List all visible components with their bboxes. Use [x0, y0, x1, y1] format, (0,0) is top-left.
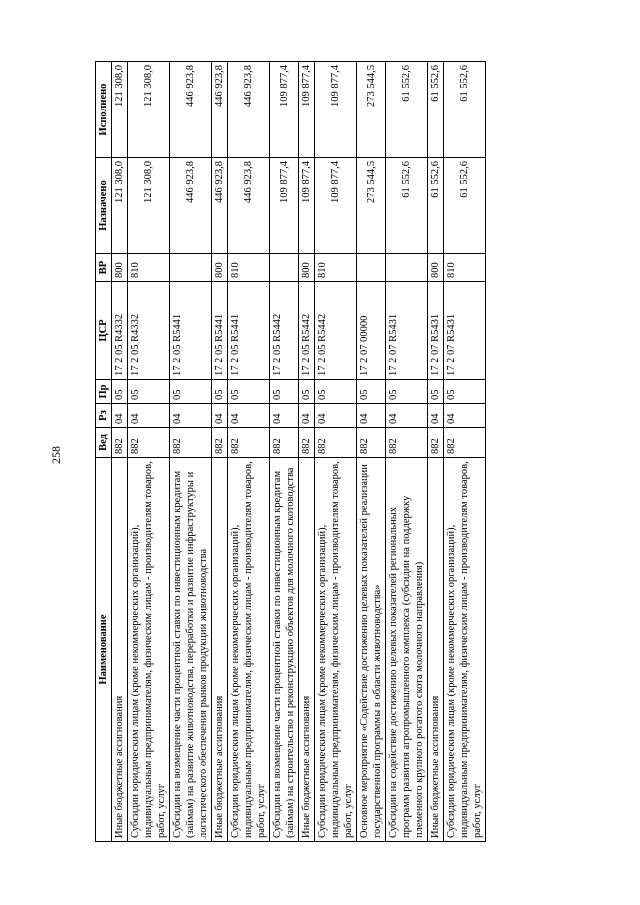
header-name: Наименование	[96, 458, 112, 842]
cell-assigned: 61 552,6	[386, 158, 428, 254]
cell-rz: 04	[212, 404, 228, 428]
cell-csr: 17 2 05 R5441	[170, 282, 212, 380]
cell-pr: 05	[270, 380, 299, 404]
cell-csr: 17 2 07 R5431	[428, 282, 444, 380]
table-row	[428, 62, 444, 842]
cell-executed: 61 552,6	[428, 62, 444, 158]
cell-vr: 810	[315, 254, 357, 282]
cell-rz: 04	[357, 404, 386, 428]
cell-pr: 05	[386, 380, 428, 404]
cell-vr	[270, 254, 299, 282]
cell-name: Иные бюджетные ассигнования	[428, 458, 444, 842]
cell-csr: 17 2 05 R4332	[128, 282, 170, 380]
table-row	[444, 62, 486, 842]
cell-csr: 17 2 05 R5441	[228, 282, 270, 380]
cell-rz: 04	[112, 404, 128, 428]
cell-pr: 05	[212, 380, 228, 404]
cell-vr	[386, 254, 428, 282]
cell-name: Субсидии на возмещение части процентной ставки по инвестиционным кредитам (займам) на строительство и реконструкцию объектов для молочного скотоводства	[270, 458, 299, 842]
cell-ved: 882	[315, 428, 357, 458]
cell-rz: 04	[299, 404, 315, 428]
cell-assigned: 109 877,4	[270, 158, 299, 254]
header-vr: ВР	[96, 254, 112, 282]
cell-vr: 800	[212, 254, 228, 282]
cell-name: Субсидии на содействие достижению целевых показателей региональных программ развития агропромышленного комплекса (субсидии на поддержку племенного крупного рогатого скота молочного направления)	[386, 458, 428, 842]
cell-name: Иные бюджетные ассигнования	[212, 458, 228, 842]
cell-executed: 61 552,6	[444, 62, 486, 158]
cell-assigned: 61 552,6	[428, 158, 444, 254]
cell-executed: 446 923,8	[212, 62, 228, 158]
cell-ved: 882	[428, 428, 444, 458]
cell-rz: 04	[386, 404, 428, 428]
cell-assigned: 446 923,8	[212, 158, 228, 254]
cell-ved: 882	[112, 428, 128, 458]
cell-assigned: 446 923,8	[170, 158, 212, 254]
cell-name: Субсидии юридическим лицам (кроме некоммерческих организаций), индивидуальным предпринимателям, физическим лицам - производителям товаров, работ, услуг	[315, 458, 357, 842]
cell-ved: 882	[357, 428, 386, 458]
cell-ved: 882	[228, 428, 270, 458]
cell-ved: 882	[170, 428, 212, 458]
table-row	[228, 62, 270, 842]
header-rz: Рз	[96, 404, 112, 428]
table-row	[170, 62, 212, 842]
cell-pr: 05	[228, 380, 270, 404]
cell-name: Иные бюджетные ассигнования	[112, 458, 128, 842]
cell-csr: 17 2 05 R5441	[212, 282, 228, 380]
cell-csr: 17 2 05 R5442	[315, 282, 357, 380]
cell-assigned: 109 877,4	[299, 158, 315, 254]
cell-name: Субсидии юридическим лицам (кроме некоммерческих организаций), индивидуальным предпринимателям, физическим лицам - производителям товаров, работ, услуг	[228, 458, 270, 842]
table-row	[299, 62, 315, 842]
cell-vr: 810	[444, 254, 486, 282]
cell-vr	[357, 254, 386, 282]
cell-name: Иные бюджетные ассигнования	[299, 458, 315, 842]
cell-assigned: 446 923,8	[228, 158, 270, 254]
cell-csr: 17 2 05 R5442	[270, 282, 299, 380]
cell-pr: 05	[112, 380, 128, 404]
cell-executed: 273 544,5	[357, 62, 386, 158]
cell-executed: 61 552,6	[386, 62, 428, 158]
cell-rz: 04	[270, 404, 299, 428]
cell-rz: 04	[228, 404, 270, 428]
cell-assigned: 273 544,5	[357, 158, 386, 254]
budget-table	[95, 61, 486, 842]
table-row	[128, 62, 170, 842]
cell-executed: 446 923,8	[228, 62, 270, 158]
table-row	[112, 62, 128, 842]
cell-executed: 109 877,4	[299, 62, 315, 158]
cell-name: Субсидии на возмещение части процентной ставки по инвестиционным кредитам (займам) на развитие животноводства, переработки и развитие инфраструктуры и логистического обеспечения рынков продукции животноводства	[170, 458, 212, 842]
cell-pr: 05	[444, 380, 486, 404]
table-row	[270, 62, 299, 842]
header-ved: Вед	[96, 428, 112, 458]
cell-name: Субсидии юридическим лицам (кроме некоммерческих организаций), индивидуальным предпринимателям, физическим лицам - производителям товаров, работ, услуг	[128, 458, 170, 842]
cell-csr: 17 2 05 R4332	[112, 282, 128, 380]
cell-assigned: 121 308,0	[128, 158, 170, 254]
cell-vr	[170, 254, 212, 282]
cell-name: Основное мероприятие «Содействие достижению целевых показателей реализации государственной программы в области животноводства»	[357, 458, 386, 842]
cell-vr: 800	[112, 254, 128, 282]
cell-rz: 04	[170, 404, 212, 428]
cell-vr: 810	[228, 254, 270, 282]
table-row	[212, 62, 228, 842]
cell-ved: 882	[444, 428, 486, 458]
cell-executed: 121 308,0	[112, 62, 128, 158]
cell-assigned: 121 308,0	[112, 158, 128, 254]
cell-csr: 17 2 05 R5442	[299, 282, 315, 380]
cell-executed: 109 877,4	[270, 62, 299, 158]
cell-ved: 882	[299, 428, 315, 458]
header-assigned: Назначено	[96, 158, 112, 254]
cell-executed: 121 308,0	[128, 62, 170, 158]
cell-ved: 882	[386, 428, 428, 458]
cell-csr: 17 2 07 R5431	[386, 282, 428, 380]
cell-csr: 17 2 07 00000	[357, 282, 386, 380]
rotated-table-container	[95, 62, 545, 842]
cell-rz: 04	[315, 404, 357, 428]
cell-ved: 882	[128, 428, 170, 458]
cell-pr: 05	[428, 380, 444, 404]
cell-assigned: 61 552,6	[444, 158, 486, 254]
cell-pr: 05	[128, 380, 170, 404]
cell-vr: 800	[428, 254, 444, 282]
cell-rz: 04	[428, 404, 444, 428]
cell-name: Субсидии юридическим лицам (кроме некоммерческих организаций), индивидуальным предпринимателям, физическим лицам - производителям товаров, работ, услуг	[444, 458, 486, 842]
cell-ved: 882	[270, 428, 299, 458]
table-row	[357, 62, 386, 842]
cell-rz: 04	[444, 404, 486, 428]
cell-vr: 810	[128, 254, 170, 282]
cell-ved: 882	[212, 428, 228, 458]
cell-assigned: 109 877,4	[315, 158, 357, 254]
cell-csr: 17 2 07 R5431	[444, 282, 486, 380]
header-pr: Пр	[96, 380, 112, 404]
table-row	[386, 62, 428, 842]
cell-executed: 446 923,8	[170, 62, 212, 158]
table-row	[315, 62, 357, 842]
cell-rz: 04	[128, 404, 170, 428]
table-header-row	[96, 62, 112, 842]
header-csr: ЦСР	[96, 282, 112, 380]
cell-executed: 109 877,4	[315, 62, 357, 158]
page-number: 258	[49, 446, 63, 464]
cell-vr: 800	[299, 254, 315, 282]
cell-pr: 05	[315, 380, 357, 404]
cell-pr: 05	[299, 380, 315, 404]
cell-pr: 05	[170, 380, 212, 404]
cell-pr: 05	[357, 380, 386, 404]
header-executed: Исполнено	[96, 62, 112, 158]
